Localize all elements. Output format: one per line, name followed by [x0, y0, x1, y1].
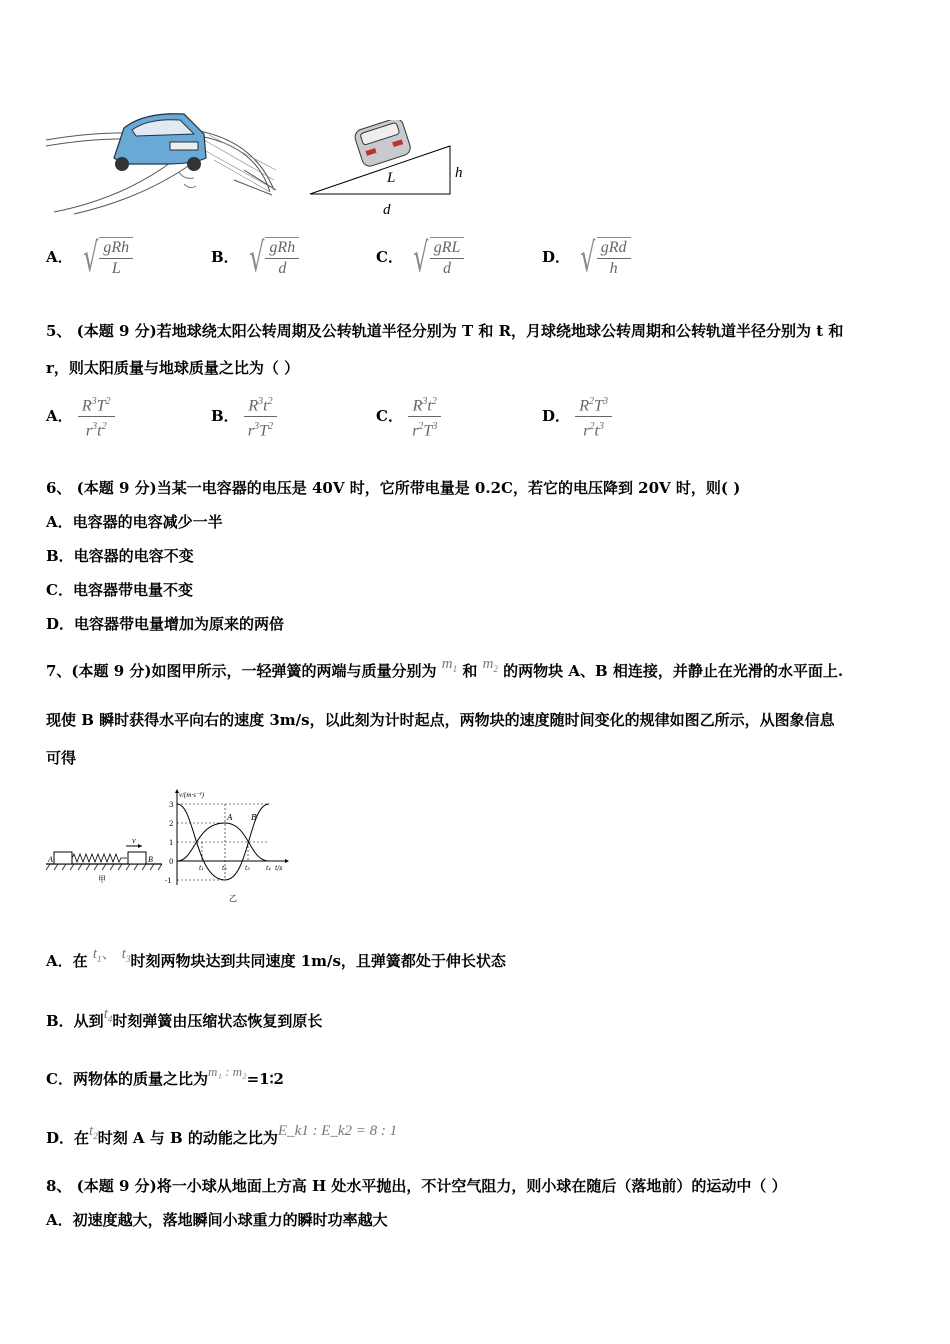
graph-xtick-t1: t₁ — [199, 865, 204, 872]
q6-stem: 6、 (本题 9 分)当某一电容器的电压是 40V 时，它所带电量是 0.2C，若它的电压降到 20V 时，则( ) — [46, 479, 741, 497]
velocity-time-graph — [165, 787, 295, 907]
graph-ytick-3: 3 — [169, 801, 174, 809]
graph-ytick-minus1: -1 — [165, 877, 172, 885]
q7-stem-line2: 现使 B 瞬时获得水平向右的速度 3m/s，以此刻为计时起点，两物块的速度随时间变化的规律如图乙所示，从图象信息 — [46, 711, 835, 729]
q5-stem-line2: r，则太阳质量与地球质量之比为（ ） — [46, 359, 300, 377]
graph-ylabel: v/(m·s⁻¹) — [179, 791, 205, 799]
q5-stem-line1: 5、 (本题 9 分)若地球绕太阳公转周期及公转轨道半径分别为 T 和 R，月球绕地球公转周期和公转轨道半径分别为 t 和 — [46, 322, 844, 340]
q4-option-b: B． √ $\frac{\text{gRh}}{d}$ — [211, 236, 299, 280]
q7-stem-line3: 可得 — [46, 749, 77, 767]
slope-label-h: h — [455, 165, 463, 181]
q7-option-c: C．两物体的质量之比为m₁ : m₂=1∶2 — [46, 1064, 284, 1088]
q6-option-d: D．电容器带电量增加为原来的两倍 — [46, 615, 285, 633]
graph-xtick-t4: t₄ — [266, 865, 271, 872]
q5-option-d: D． $\frac{R^2T^3}{r^2t^3}$ — [542, 392, 612, 442]
q4-d-sqrt: √ $\frac{\text{gRd}}{h}$ — [575, 236, 630, 280]
graph-ytick-2: 2 — [169, 820, 174, 828]
slope-label-d: d — [383, 202, 391, 218]
spring-label-a: A — [48, 855, 53, 864]
q8-stem: 8、 (本题 9 分)将一小球从地面上方高 H 处水平抛出，不计空气阻力，则小球在随后（落地前）的运动中（ ） — [46, 1177, 787, 1195]
q7-stem-line1: 7、(本题 9 分)如图甲所示，一轻弹簧的两端与质量分别为 $m_1$ 和 $m_2$ 的两物块 A、B 相连接，并静止在光滑的水平面上. — [46, 656, 844, 680]
q4-option-a: A． √ $\frac{\text{gRh}}{L}$ — [46, 236, 133, 280]
spring-label-v: v — [132, 836, 136, 845]
spring-label-b: B — [148, 855, 153, 864]
q7-option-b: B．从到$t_4$时刻弹簧由压缩状态恢复到原长 — [46, 1006, 323, 1030]
q4-a-sqrt: √ $\frac{\text{gRh}}{L}$ — [78, 236, 133, 280]
q5-option-c: C． $\frac{R^3t^2}{r^2T^3}$ — [376, 392, 441, 442]
q4-c-sqrt: √ $\frac{\text{gRL}}{d}$ — [408, 236, 464, 280]
q4-option-c: C． √ $\frac{\text{gRL}}{d}$ — [376, 236, 464, 280]
graph-xlabel: t/s — [275, 865, 283, 872]
slope-label-L: L — [387, 170, 396, 186]
q5-option-a: A． $\frac{R^3T^2}{r^3t^2}$ — [46, 392, 115, 442]
q5-option-b: B． $\frac{R^3t^2}{r^3T^2}$ — [211, 392, 277, 442]
q7-option-a: A．在 $t_1$、 $t_3$时刻两物块达到共同速度 1m/s，且弹簧都处于伸长状态 — [46, 944, 506, 970]
graph-ytick-0: 0 — [169, 858, 174, 866]
spring-block-figure — [44, 830, 164, 890]
graph-curve-b-label: B — [251, 813, 257, 822]
graph-caption: 乙 — [229, 894, 237, 903]
car-on-incline-figure — [305, 120, 475, 220]
q6-option-b: B．电容器的电容不变 — [46, 547, 194, 565]
q8-option-a: A．初速度越大，落地瞬间小球重力的瞬时功率越大 — [46, 1211, 388, 1229]
graph-xtick-t3: t₃ — [245, 865, 250, 872]
graph-xtick-t2: t₂ — [222, 865, 227, 872]
graph-ytick-1: 1 — [169, 839, 174, 847]
q7-option-d: D．在$t_2$时刻 A 与 B 的动能之比为E_k1 : E_k2 = 8 : 1 — [46, 1123, 398, 1147]
q6-option-c: C．电容器带电量不变 — [46, 581, 193, 599]
q4-b-sqrt: √ $\frac{\text{gRh}}{d}$ — [244, 236, 299, 280]
graph-curve-a-label: A — [227, 813, 233, 822]
car-on-curved-road-figure — [44, 100, 280, 218]
q6-option-a: A．电容器的电容减少一半 — [46, 513, 223, 531]
spring-caption: 甲 — [98, 875, 106, 884]
q4-option-d: D． √ $\frac{\text{gRd}}{h}$ — [542, 236, 631, 280]
